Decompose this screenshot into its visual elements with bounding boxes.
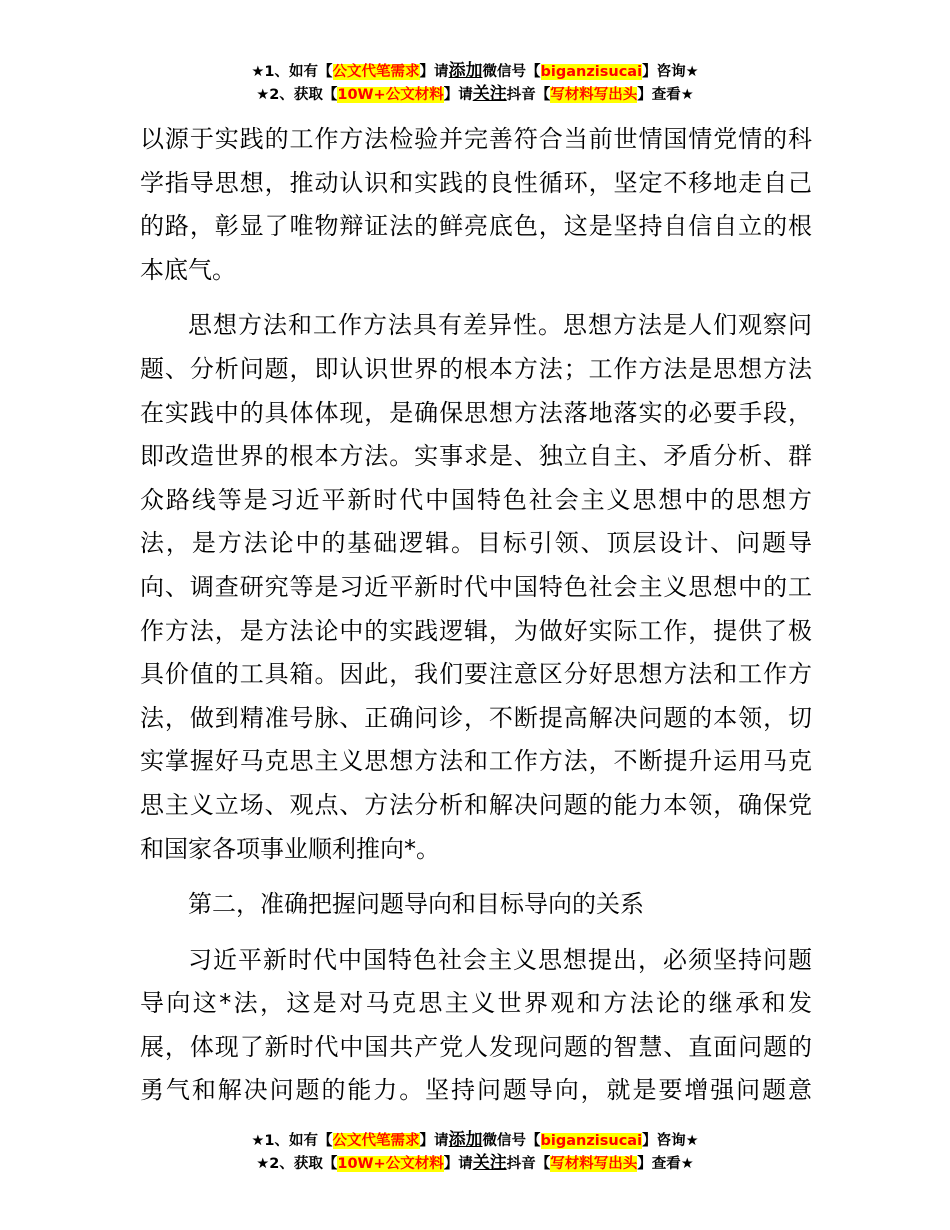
highlight-materials: 10W+公文材料 bbox=[337, 1156, 444, 1172]
banner-line-2: ★2、获取【10W+公文材料】请关注抖音【写材料写出头】查看★ bbox=[256, 84, 694, 104]
banner-line-2: ★2、获取【10W+公文材料】请关注抖音【写材料写出头】查看★ bbox=[256, 1153, 694, 1173]
highlight-wechat-id: biganzisucai bbox=[540, 1133, 643, 1149]
highlight-service: 公文代笔需求 bbox=[332, 1133, 420, 1149]
section-heading: 第二，准确把握问题导向和目标导向的关系 bbox=[188, 890, 644, 919]
header-banner bbox=[0, 60, 950, 106]
banner-line-1: ★1、如有【公文代笔需求】请添加微信号【biganzisucai】咨询★ bbox=[251, 61, 699, 81]
highlight-materials: 10W+公文材料 bbox=[337, 87, 444, 103]
paragraph-1: 以源于实践的工作方法检验并完善符合当前世情国情党情的科 学指导思想，推动认识和实践的良性循环，坚定不移地走自己 的路，彰显了唯物辩证法的鲜亮底色，这是坚持自信自立的根 本底气。 bbox=[140, 125, 812, 284]
paragraph-3: 习近平新时代中国特色社会主义思想提出，必须坚持问题 导向这*法，这是对马克思主义世界观和方法论的继承和发 展，体现了新时代中国共产党人发现问题的智慧、直面问题的 勇气和解决问题的能力。坚持问题导向，就是要增强问题意 bbox=[140, 945, 812, 1105]
paragraph-2: 思想方法和工作方法具有差异性。思想方法是人们观察问 题、分析问题，即认识世界的根本方法；工作方法是思想方法 在实践中的具体体现，是确保思想方法落地落实的必要手段， 即改造世界的根本方法。实事求是、独立自主、矛盾分析、群 众路线等是习近平新时代中国特色社会主义思想中的思想方 法，是方法论中的基础逻辑。目标引领、顶层设计、问题导 向、调查研究等是习近平新时代中国特色社会主义思想中的工 作方法，是方法论中的实践逻辑，为做好实际工作，提供了极 具价值的工具箱。因此，我们要注意区分好思想方法和工作方 法，做到精准号脉、正确问诊，不断提高解决问题的本领，切 实掌握好马克思主义思想方法和工作方法，不断提升运用马克 思主义立场、观点、方法分析和解决问题的能力本领，确保党 和国家各项事业顺利推向*。 bbox=[140, 311, 812, 863]
highlight-douyin: 写材料写出头 bbox=[550, 1156, 638, 1172]
highlight-wechat-id: biganzisucai bbox=[540, 64, 643, 80]
footer-banner bbox=[0, 1129, 950, 1175]
banner-line-1: ★1、如有【公文代笔需求】请添加微信号【biganzisucai】咨询★ bbox=[251, 1130, 699, 1150]
highlight-douyin: 写材料写出头 bbox=[550, 87, 638, 103]
highlight-service: 公文代笔需求 bbox=[332, 64, 420, 80]
document-body bbox=[140, 118, 812, 1125]
